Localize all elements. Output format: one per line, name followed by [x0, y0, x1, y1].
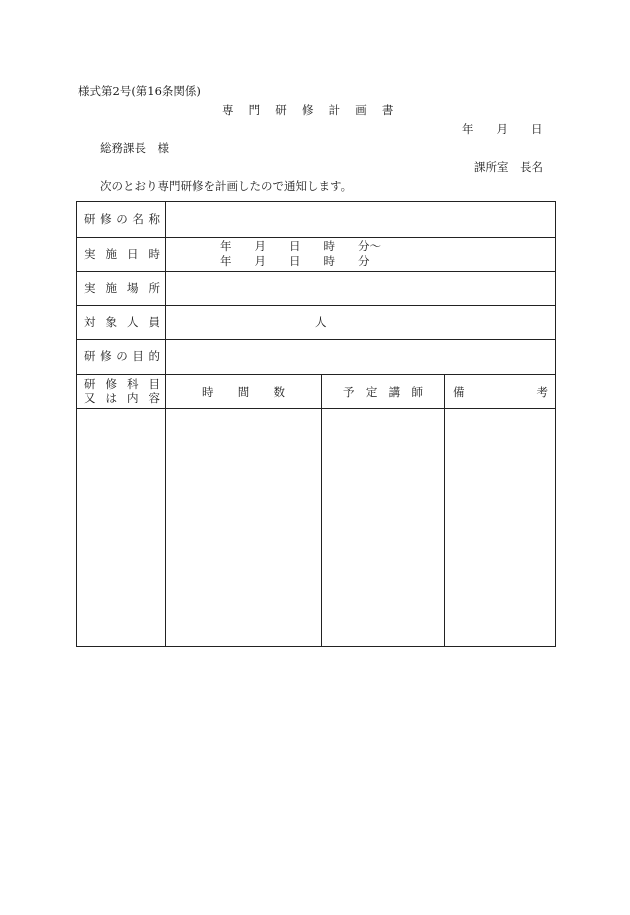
row-divider: [77, 237, 555, 238]
target-unit: 人: [315, 315, 327, 329]
subject-label-line1: 研 修 科 目: [84, 377, 160, 391]
datetime-start[interactable]: 年 月 日 時 分～: [220, 239, 381, 253]
training-name-label: 研 修 の 名 称: [84, 212, 160, 226]
instructor-column-header: 予 定 講 師: [343, 385, 423, 399]
instructor-cell[interactable]: [323, 409, 443, 645]
document-title: 専 門 研 修 計 画 書: [222, 103, 394, 117]
date-line: 年 月 日: [462, 122, 543, 136]
implementation-place-label: 実 施 場 所: [84, 281, 160, 295]
column-divider: [321, 374, 322, 646]
subject-label-line2: 又 は 内 容: [84, 391, 160, 405]
label-column-divider: [165, 202, 166, 646]
row-divider: [77, 374, 555, 375]
form-number: 様式第2号(第16条関係): [78, 84, 201, 98]
sender-department-head: 課所室 長名: [474, 160, 543, 174]
implementation-place-field[interactable]: [167, 272, 555, 305]
training-purpose-field[interactable]: [167, 340, 555, 373]
training-purpose-label: 研 修 の 目 的: [84, 349, 160, 363]
hours-column-header: 時 間 数: [202, 385, 285, 399]
implementation-datetime-label: 実 施 日 時: [84, 247, 160, 261]
subject-content-cell[interactable]: [78, 409, 164, 645]
hours-cell[interactable]: [167, 409, 320, 645]
remarks-column-header: 備 考: [453, 385, 548, 399]
notice-text: 次のとおり専門研修を計画したので通知します。: [100, 179, 353, 193]
target-personnel-label: 対 象 人 員: [84, 315, 160, 329]
column-divider: [444, 374, 445, 646]
training-plan-table: [76, 201, 556, 647]
remarks-cell[interactable]: [446, 409, 555, 645]
addressee: 総務課長 様: [100, 141, 169, 155]
row-divider: [77, 305, 555, 306]
datetime-end[interactable]: 年 月 日 時 分: [220, 254, 370, 268]
training-name-field[interactable]: [167, 203, 555, 236]
